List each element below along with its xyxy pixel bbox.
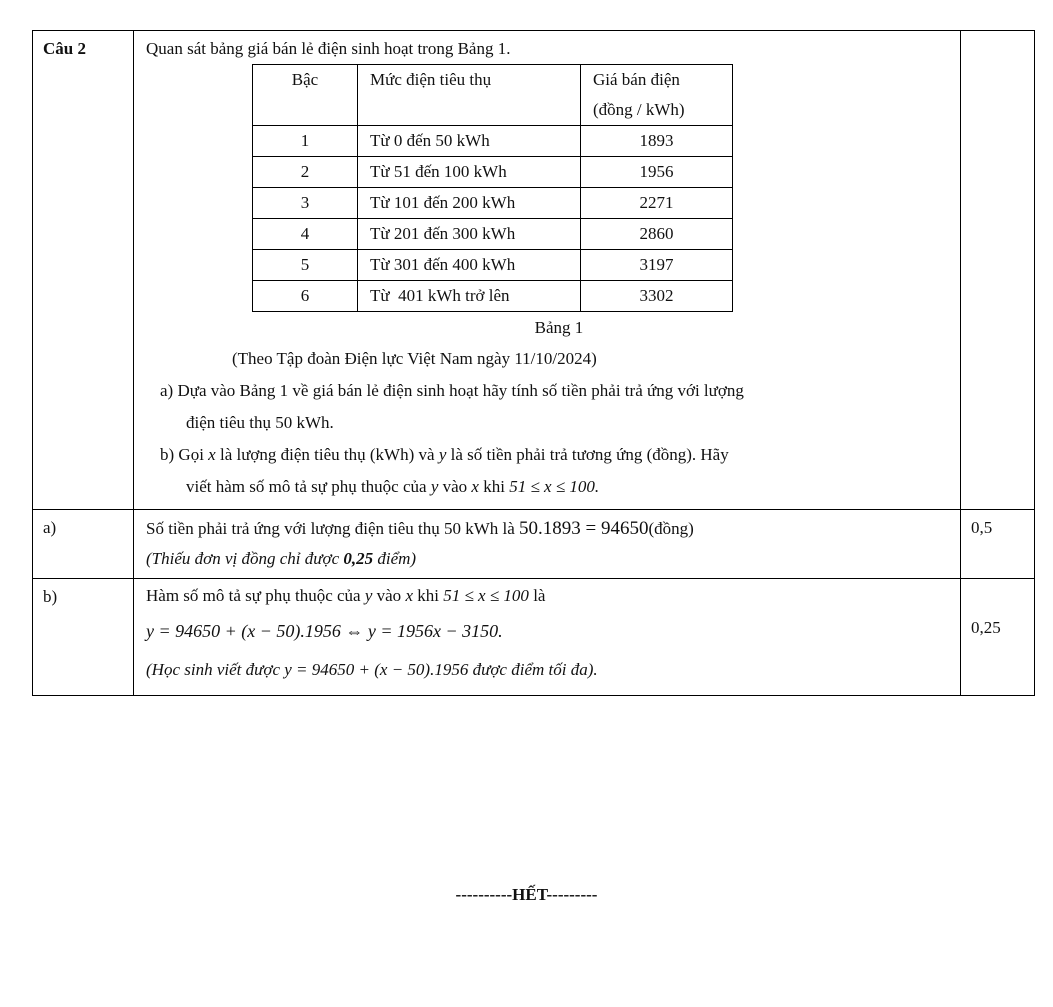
answer-b-score: 0,25 [971, 618, 1001, 637]
answer-a-text: Số tiền phải trả ứng với lượng điện tiêu thụ 50 kWh là [146, 519, 515, 538]
question-row [33, 31, 1035, 510]
part-b-mid2: là số tiền phải trả tương ứng (đồng). Hãy [450, 445, 729, 464]
answer-b-score-cell [961, 579, 1035, 696]
end-marker: ----------HẾT--------- [455, 885, 598, 904]
range-cell: Từ 201 đến 300 kWh [358, 219, 581, 250]
price-cell: 2860 [581, 219, 733, 250]
var-x: x [405, 586, 413, 605]
tariff-row [253, 188, 733, 219]
answer-a-note-text: (Thiếu đơn vị đồng chỉ được [146, 549, 340, 568]
part-a-line2: điện tiêu thụ 50 kWh. [186, 413, 334, 432]
question-intro: Quan sát bảng giá bán lẻ điện sinh hoạt trong Bảng 1. [146, 39, 511, 58]
answer-b-note-pre: (Học sinh viết được [146, 660, 280, 679]
tariff-row [253, 250, 733, 281]
var-y: y [364, 586, 373, 605]
answer-a-note-bold: 0,25 [343, 549, 374, 568]
part-b-line2-pre: viết hàm số mô tả sự phụ thuộc của [186, 477, 427, 496]
answer-b-formula: y = 94650 + (x − 50).1956 ⇔ y = 1956x − 3150. [146, 621, 503, 641]
question-label: Câu 2 [43, 39, 86, 58]
answer-b-end: là [533, 586, 546, 605]
part-b-marker: b) [160, 445, 175, 464]
var-y: y [430, 477, 439, 496]
answer-b-line1 [146, 581, 952, 611]
header-range-label: Mức điện tiêu thụ [370, 70, 492, 89]
tariff-row [253, 126, 733, 157]
table-source: (Theo Tập đoàn Điện lực Việt Nam ngày 11/10/2024) [232, 349, 597, 368]
answer-b-row [33, 579, 1035, 696]
answer-a-note [146, 544, 952, 574]
range-cell: Từ 101 đến 200 kWh [358, 188, 581, 219]
range-cell: Từ 401 kWh trở lên [358, 281, 581, 312]
answer-a-line [146, 514, 952, 544]
price-cell: 3302 [581, 281, 733, 312]
header-price [581, 65, 733, 126]
answer-b-mid: vào [376, 586, 402, 605]
price-cell: 2271 [581, 188, 733, 219]
answer-b-note-post: được điểm tối đa). [472, 660, 598, 679]
answer-b-post: khi [417, 586, 439, 605]
price-cell: 1956 [581, 157, 733, 188]
tariff-row [253, 157, 733, 188]
part-b-mid1: là lượng điện tiêu thụ (kWh) và [219, 445, 435, 464]
part-a-line1 [146, 375, 952, 407]
header-tier [253, 65, 358, 126]
answer-key-table [32, 30, 1035, 696]
part-b-line2 [146, 471, 952, 509]
answer-a-score: 0,5 [971, 518, 993, 537]
range-cell: Từ 0 đến 50 kWh [358, 126, 581, 157]
answer-b-pre: Hàm số mô tả sự phụ thuộc của [146, 586, 361, 605]
part-b-line2-post: khi [483, 477, 505, 496]
answer-a-unit: (đồng) [648, 519, 694, 538]
price-cell: 3197 [581, 250, 733, 281]
part-a-marker: a) [160, 381, 174, 400]
answer-b-content-cell [134, 579, 961, 696]
tariff-row [253, 281, 733, 312]
answer-b-condition: 51 ≤ x ≤ 100 [443, 586, 529, 605]
table-caption: Bảng 1 [534, 318, 584, 337]
var-x: x [471, 477, 479, 496]
var-x: x [208, 445, 216, 464]
answer-b-formula-line [146, 611, 952, 651]
header-price-unit: (đồng / kWh) [593, 100, 685, 119]
tier-cell: 3 [253, 188, 358, 219]
tariff-table [252, 64, 733, 312]
part-b-pre: Gọi [178, 445, 204, 464]
range-cell: Từ 301 đến 400 kWh [358, 250, 581, 281]
tariff-row [253, 219, 733, 250]
answer-b-label: b) [43, 587, 58, 606]
answer-b-note [146, 651, 952, 689]
range-cell: Từ 51 đến 100 kWh [358, 157, 581, 188]
answer-a-score-cell [961, 510, 1035, 579]
answer-a-content-cell [134, 510, 961, 579]
question-score-cell [961, 31, 1035, 510]
tier-cell: 2 [253, 157, 358, 188]
answer-a-note-end: điểm) [377, 549, 417, 568]
part-b-line2-mid: vào [442, 477, 468, 496]
part-b-line1 [146, 439, 952, 471]
answer-b-note-formula: y = 94650 + (x − 50).1956 [284, 660, 469, 679]
header-tier-label: Bậc [291, 70, 319, 89]
answer-b-label-cell [33, 579, 134, 696]
part-b-condition: 51 ≤ x ≤ 100. [509, 477, 600, 496]
tier-cell: 5 [253, 250, 358, 281]
answer-a-label-cell [33, 510, 134, 579]
answer-a-row [33, 510, 1035, 579]
question-content-cell [134, 31, 961, 510]
question-label-cell [33, 31, 134, 510]
answer-a-formula: 50.1893 = 94650 [519, 518, 649, 539]
part-a-text: Dựa vào Bảng 1 về giá bán lẻ điện sinh hoạt hãy tính số tiền phải trả ứng với lượng [177, 381, 744, 400]
tariff-header-row [253, 65, 733, 126]
var-y: y [438, 445, 447, 464]
answer-a-label: a) [43, 518, 57, 537]
header-range [358, 65, 581, 126]
tier-cell: 1 [253, 126, 358, 157]
tier-cell: 4 [253, 219, 358, 250]
header-price-label: Giá bán điện [593, 70, 680, 89]
price-cell: 1893 [581, 126, 733, 157]
tier-cell: 6 [253, 281, 358, 312]
